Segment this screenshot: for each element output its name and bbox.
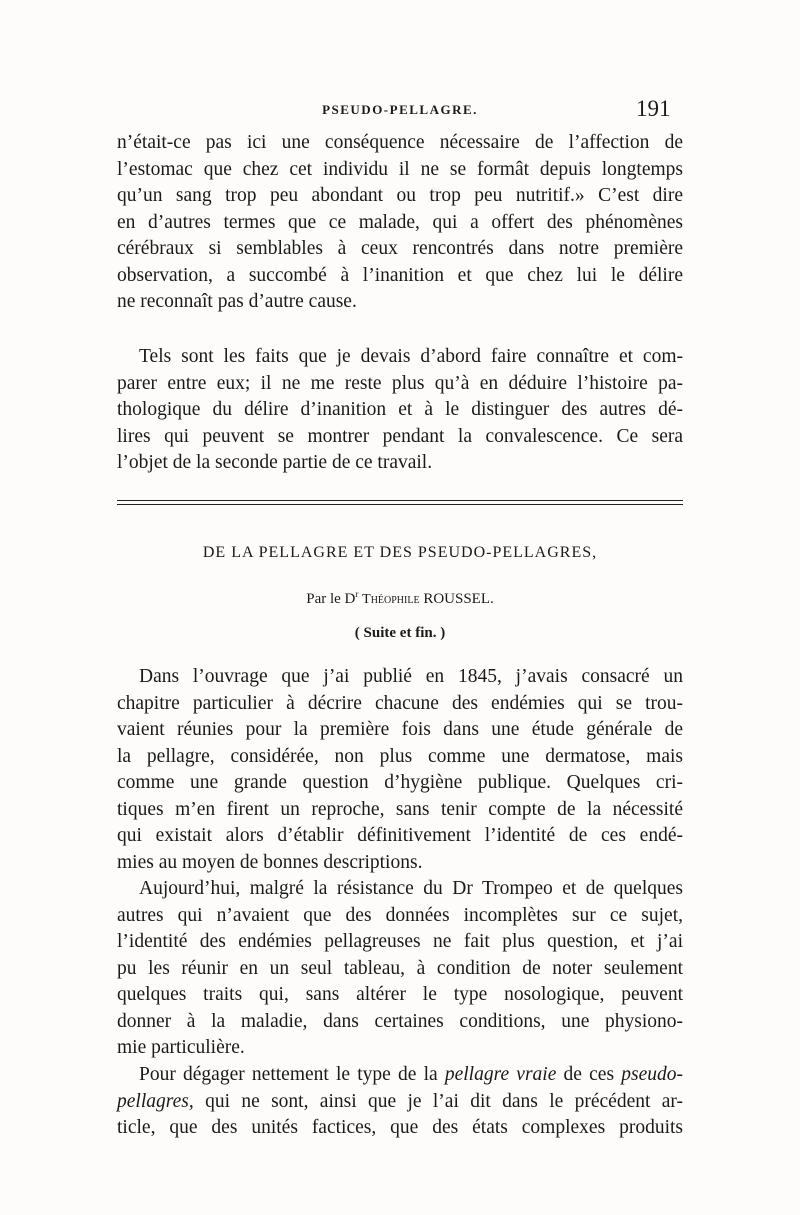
text-line: l’identité des endémies pellagreuses ne fait plus question, et j’ai [117, 931, 683, 952]
text-line [117, 1062, 683, 1089]
text-line: mie particulière. [117, 1037, 245, 1058]
text-line: donner à la maladie, dans certaines conditions, une physiono- [117, 1010, 683, 1032]
paragraph-intro [117, 664, 683, 876]
text-line: n’était-ce pas ici une conséquence nécessaire de l’affection de [117, 132, 683, 153]
text-line: tiques m’en firent un reproche, sans tenir compte de la nécessité [117, 798, 683, 820]
text-line: l’estomac que chez cet individu il ne se formât depuis longtemps [117, 158, 683, 180]
text-line: vaient réunies pour la première fois dans une étude générale de [117, 719, 683, 740]
text-line: quelques traits qui, sans altérer le type nosologique, peuvent [117, 984, 683, 1005]
byline-sup: r [355, 589, 359, 599]
paragraph-method [117, 1062, 683, 1142]
page-number: 191 [636, 96, 671, 121]
text-line: la pellagre, considérée, non plus comme une dermatose, mais [117, 745, 683, 767]
italic-term: pseudo- [621, 1064, 683, 1085]
text-line: en d’autres termes que ce malade, qui a offert des phénomènes [117, 211, 683, 233]
author-first-name: Théophile [362, 592, 420, 607]
divider-line [117, 500, 683, 501]
continuation-note: ( Suite et fin. ) [354, 625, 446, 641]
text-line: Dans l’ouvrage que j’ai publié en 1845, j’avais consacré un [139, 666, 683, 687]
text-line [117, 1089, 683, 1116]
text-line: mies au moyen de bonnes descriptions. [117, 851, 423, 873]
text-line: Aujourd’hui, malgré la résistance du Dr Trompeo et de quelques [139, 878, 683, 899]
article-title: DE LA PELLAGRE ET DES PSEUDO-PELLAGRES, [202, 544, 598, 561]
text-line: lires qui peuvent se montrer pendant la convalescence. Ce sera [117, 425, 683, 447]
text-line: ticle, que des unités factices, que des états complexes produits [117, 1117, 683, 1138]
text-line: chapitre particulier à décrire chacune des endémies qui se trou- [117, 692, 683, 714]
byline-prefix: Par le D [306, 591, 356, 607]
text-line: thologique du délire d’inanition et à le distinguer des autres dé- [117, 399, 683, 420]
text-line: qui existait alors d’établir définitivement l’identité de ces endé- [117, 825, 683, 846]
text-line: Tels sont les faits que je devais d’abord faire connaître et com- [139, 346, 683, 367]
section-divider [117, 500, 683, 508]
text-line: autres qui n’avaient que des données incomplètes sur ce sujet, [117, 904, 683, 926]
text-line: parer entre eux; il ne me reste plus qu’à en déduire l’histoire pa- [117, 372, 683, 394]
paragraph-conclusion [117, 344, 683, 477]
paragraph-identity [117, 876, 683, 1062]
byline [117, 589, 683, 608]
author-last-name: ROUSSEL. [423, 591, 494, 607]
text-line: l’objet de la seconde partie de ce travail. [117, 452, 433, 473]
text-line: comme une grande question d’hygiène publique. Quelques cri- [117, 772, 683, 793]
text-line: observation, a succombé à l’inanition et que chez lui le délire [117, 264, 683, 286]
paragraph-continuation [117, 130, 683, 316]
text-line: cérébraux si semblables à ceux rencontrés dans notre première [117, 238, 683, 259]
running-header [0, 96, 800, 126]
text-line: ne reconnaît pas d’autre cause. [117, 291, 357, 312]
text-line: qu’un sang trop peu abondant ou trop peu nutritif.» C’est dire [117, 185, 683, 206]
text-fragment: de ces [556, 1064, 622, 1085]
text-fragment: qui ne sont, ainsi que je l’ai dit dans le précédent ar- [193, 1090, 683, 1112]
italic-term: pellagres, [117, 1090, 194, 1112]
text-fragment: Pour dégager nettement le type de la [139, 1064, 445, 1085]
text-line: pu les réunir en un seul tableau, à condition de noter seulement [117, 957, 683, 979]
divider-line [117, 504, 683, 505]
italic-term: pellagre vraie [444, 1064, 557, 1085]
running-title: PSEUDO-PELLAGRE. [322, 102, 478, 117]
